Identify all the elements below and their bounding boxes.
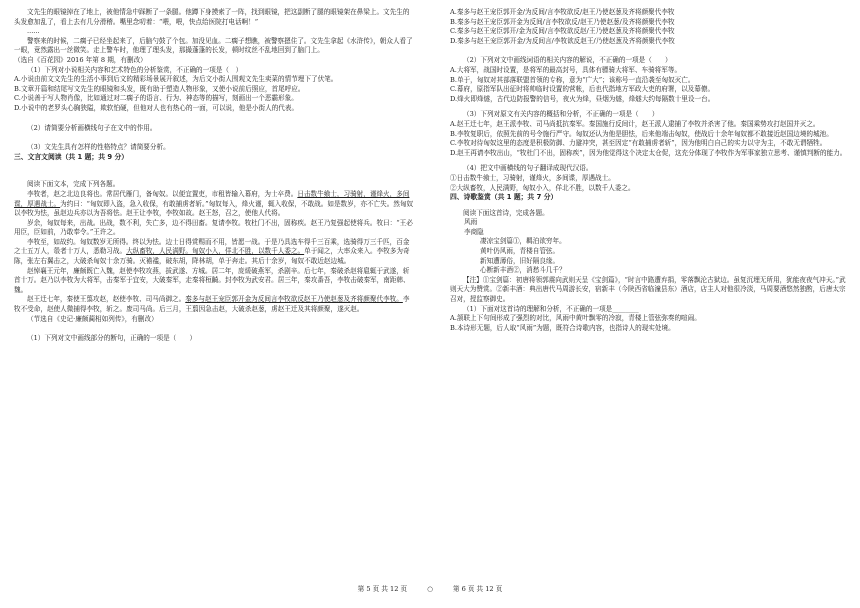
classical-paragraph: 李牧至，如故约。匈奴数岁无所得。终以为怯。边士日得赏赐而不用，皆愿一战。于是乃具选车得千三百乘，选骑得万三千匹，百金之士五万人，彀者十万人，悉勒习战。大纵畜牧，人民满野。匈奴小入，佯北不胜，以数千人委之。单于闻之，大率众来入。李牧多为奇陈，张左右翼击之，大破杀匈奴十余万骑。灭襜褴，破东胡，降林胡，单于奔走。其后十余岁，匈奴不敢近赵边城。 [14, 237, 410, 266]
underlined-sentence: 大纵畜牧，人民满野。匈奴小入，佯北不胜，以数千人委之。 [126, 247, 305, 256]
poem-author: 李商隐 [464, 227, 484, 236]
story-ellipsis: ...... [27, 27, 40, 36]
translation-item: ①日击数牛飨士，习骑射，谨烽火，多间谍，厚遇战士。 [450, 173, 615, 182]
classical-question-1: （1）下列对文中画线部分的断句，正确的一项是（ ） [27, 334, 197, 343]
classical-question-2: （2）下列对文中画线词语的相关内容的解说，不正确的一项是（ ） [463, 56, 672, 65]
option-d[interactable]: D.秦多与赵王宠臣郭开金/为反间言/李牧欲反赵王/乃使赵葱及齐将颜聚代李牧 [450, 36, 675, 45]
page-number-right: 第 6 页 共 12 页 [452, 585, 503, 593]
classical-paragraph: 赵王迁七年，秦使王翦攻赵，赵使李牧、司马尚御之。秦多与赵王宠臣郭开金为反间言李牧欲反赵王乃使赵葱及齐将颜聚代李牧。李牧不受命，赵使人微捕得李牧，斩之。废司马尚。后三月，王翦因急击赵，大破杀赵葱，虏赵王迁及其将颜聚，遂灭赵。 [14, 295, 410, 314]
classical-paragraph: 岁余，匈奴每来，出战。出战，数不利，失亡多，边不得田畜。复请李牧。牧杜门不出，固称疾。赵王乃复强起使将兵。牧曰：“王必用臣，臣如前，乃敢奉令。”王许之。 [14, 218, 413, 237]
poetry-question-1: （1）下面对这首诗的理解和分析，不正确的一项是________ [463, 304, 639, 313]
poem-line: 新知遭薄俗，旧好隔良缘。 [480, 256, 560, 265]
option-b[interactable]: B.本诗形无题，后人取“风雨”为题，既符合诗歌内容，也指诗人的现实处境。 [450, 323, 675, 332]
poem-notes: 【注】①宝剑篇：初唐将领郭震向武则天呈《宝剑篇》，“时言中路遭弃捐，零落飘沦古狱边。虽复沉埋无所用，犹能夜夜气冲天。”武则天大为赞赏。②新丰酒：典出唐代马周游长安，宿新丰（今陕西省临潼县东）酒店，店主人对他很冷淡，马周要酒悠然独酌，后唐太宗召对，授监察御史。 [450, 275, 846, 304]
poem-line: 黄叶仍风雨，青楼自管弦。 [480, 247, 560, 256]
classical-paragraph: 赵悼襄王元年，廉颇既亡入魏，赵使李牧攻燕，拔武遂、方城。居二年，庞煖破燕军，杀剧辛。后七年，秦破杀赵将扈辄于武遂，斩首十万。赵乃以李牧为大将军，击秦军于宜安，大破秦军，走秦将桓齮。封李牧为武安君。居三年，秦攻番吾，李牧击破秦军，南距韩、魏。 [14, 266, 410, 294]
option-a[interactable]: A.秦多与赵王宠臣郭开金/为反间/言李牧欲反/赵王乃使赵葱及齐将颜聚代李牧 [450, 8, 675, 16]
option-b[interactable]: B.秦多与赵王宠臣郭开金为反间/言李牧欲反/赵王乃使赵葱/及齐将颜聚代李牧 [450, 17, 675, 26]
poem-line: 心断新丰酒②，消愁斗几千？ [480, 266, 566, 275]
classical-source: （节选自《史记·廉颇蔺相如列传》，有删改） [27, 314, 158, 323]
option-b[interactable]: B.单于，匈奴对其部落联盟首领的专称，意为“广大”；该称号一直沿袭至匈奴灭亡。 [450, 75, 695, 84]
option-a[interactable]: A.小说由前文文先生的生活小事到后文的精彩场景展开叙述，为后文小街人围观文先生卖菜的情节埋下了伏笔。 [14, 75, 338, 84]
translation-item: ②大纵畜牧，人民满野，匈奴小入，佯北不胜，以数千人委之。 [450, 183, 635, 192]
poem-line: 凄凉宝剑篇①，羁泊欲穷年。 [480, 237, 566, 246]
right-page [450, 8, 848, 333]
underlined-sentence: 秦多与赵王宠臣郭开金为反间言李牧欲反赵王乃使赵葱及齐将颜聚代李牧。 [185, 295, 403, 304]
question-3: （3）文先生具有怎样的性格特点？请简要分析。 [27, 143, 170, 152]
left-page [14, 8, 416, 344]
reading-intro: 阅读下面文本，完成下列各题。 [27, 180, 120, 189]
story-paragraph: 文先生的眼镜掉在了地上，被他情急中踩断了一条腿。他蹲下身摸索了一阵，找到眼镜，把这副断了腿的眼镜架在鼻梁上。文先生的头发愈加乱了，看上去有几分滑稽。嘴里念叨着：“喂，喂，快点给医院打电话啊！” [14, 8, 410, 26]
classical-paragraph: 李牧者，赵之北边良将也。常居代雁门，备匈奴。以便宜置吏，市租皆输入幕府，为士卒费。日击数牛飨士，习骑射，谨烽火，多间谍，厚遇战士。为约曰：“匈奴即入盗，急入收保，有敢捕虏者斩。”匈奴每入，烽火谨，辄入收保，不敢战。如是数岁，亦不亡失。然匈奴以李牧为怯，虽赵边兵亦以为吾将怯。赵王让李牧，李牧如故。赵王怒，召之，使他人代将。 [14, 189, 414, 218]
section-heading-poetry: 四、诗歌鉴赏（共 1 题；共 7 分） [450, 193, 558, 202]
option-d[interactable]: D.烽火即烽燧，古代边防报警的信号，夜火为烽，昼烟为燧，烽燧大约每隔数十里设一台。 [450, 94, 715, 103]
section-heading-classical: 三、文言文阅读（共 1 题；共 9 分） [14, 152, 129, 161]
page-separator: ○ [427, 585, 433, 593]
page-footer [0, 584, 860, 594]
poem [464, 218, 848, 276]
option-c[interactable]: C.秦多与赵王宠臣郭开/金为反间/言李牧欲反赵/王乃使赵葱及齐将颜聚代李牧 [450, 27, 675, 36]
poem-intro: 阅读下面这首诗，完成各题。 [463, 208, 549, 217]
page-number-left: 第 5 页 共 12 页 [357, 585, 408, 593]
option-b[interactable]: B.李牧复职后，依照先前的号令施行严守。匈奴还认为他是胆怯，后来他端击匈奴，使战后十余年匈奴都不敢接近赵国边境的城池。 [450, 129, 833, 138]
classical-question-4: （4）把文中画横线的句子翻译成现代汉语。 [463, 164, 593, 173]
option-c[interactable]: C.小说善于写人物肖像，比如通过对二瘸子的语言、行为、神态等的描写，刻画出一个恶霸形象。 [14, 94, 298, 103]
story-source: （选自《百花园》2016 年第 8 期，有删改） [14, 55, 147, 64]
question-1: （1）下列对小说相关内容和艺术特色的分析鉴赏，不正确的一项是（ ） [27, 65, 243, 74]
option-c[interactable]: C.李牧对待匈奴这里的态度是积极防御、力避冲突，甚至因定“有敢捕虏者斩”，因为他明白自己的实力以守为主，不敢无谓牺牲。 [450, 139, 827, 148]
option-a[interactable]: A.赵王迁七年，赵王派李牧、司马尚抵抗秦军。秦国施行反间计，赵王派人逮捕了李牧并杀害了他。秦国乘势攻打赵国并灭之。 [450, 119, 820, 128]
option-c[interactable]: C.幕府，原指军队出征时将帅临时设置的营帐，后也代指地方军政大吏的府署，以及幕僚。 [450, 85, 715, 94]
underlined-sentence: 日击数牛飨士，习骑射，谨烽火，多间谍，厚遇战士。 [14, 189, 410, 208]
question-2: （2）请简要分析画横线句子在文中的作用。 [27, 123, 157, 132]
option-a[interactable]: A.大将军，战国时设置，是将军的最高封号，具体有骠骑大将军、车骑将军等。 [450, 65, 682, 74]
story-paragraph: 警察来的时候，二瘸子已经坐起来了，后脑勺鼓了个包。加没见血。二瘸子想瞧，被警察摁住了。文先生拿起《水浒传》，朝众人看了一眼，竟然露出一丝微笑。走上警车时，他理了理头发，那撮蓬蓬的长发，顿时纹丝不乱地回到了脑门上。 [14, 36, 413, 55]
option-b[interactable]: B.文章开篇和结尾写文先生的眼镜和头发，既有助于塑造人物形象，又使小说前后照应，首尾呼应。 [14, 84, 305, 93]
classical-question-3: （3）下列对原文有关内容的概括和分析，不正确的一项是（ ） [463, 110, 659, 119]
option-d[interactable]: D.小说中的老罗头心胸狭隘，欺软怕硬，但他对人也有热心的一面，可以说，他是小街人的代表。 [14, 103, 299, 112]
option-d[interactable]: D.赵王再请李牧出山，“牧杜门不出，固称疾”，因为他觉得这个决定太仓促，这充分体现了李牧作为军事家独立思考、谨慎判断的能力。 [450, 148, 847, 157]
poem-title: 风雨 [464, 218, 478, 227]
option-a[interactable]: A.颔联上下句间形成了强烈的对比，风雨中黄叶飘零的冷寂，青楼上管弦弥奏的喧闹。 [450, 314, 701, 323]
